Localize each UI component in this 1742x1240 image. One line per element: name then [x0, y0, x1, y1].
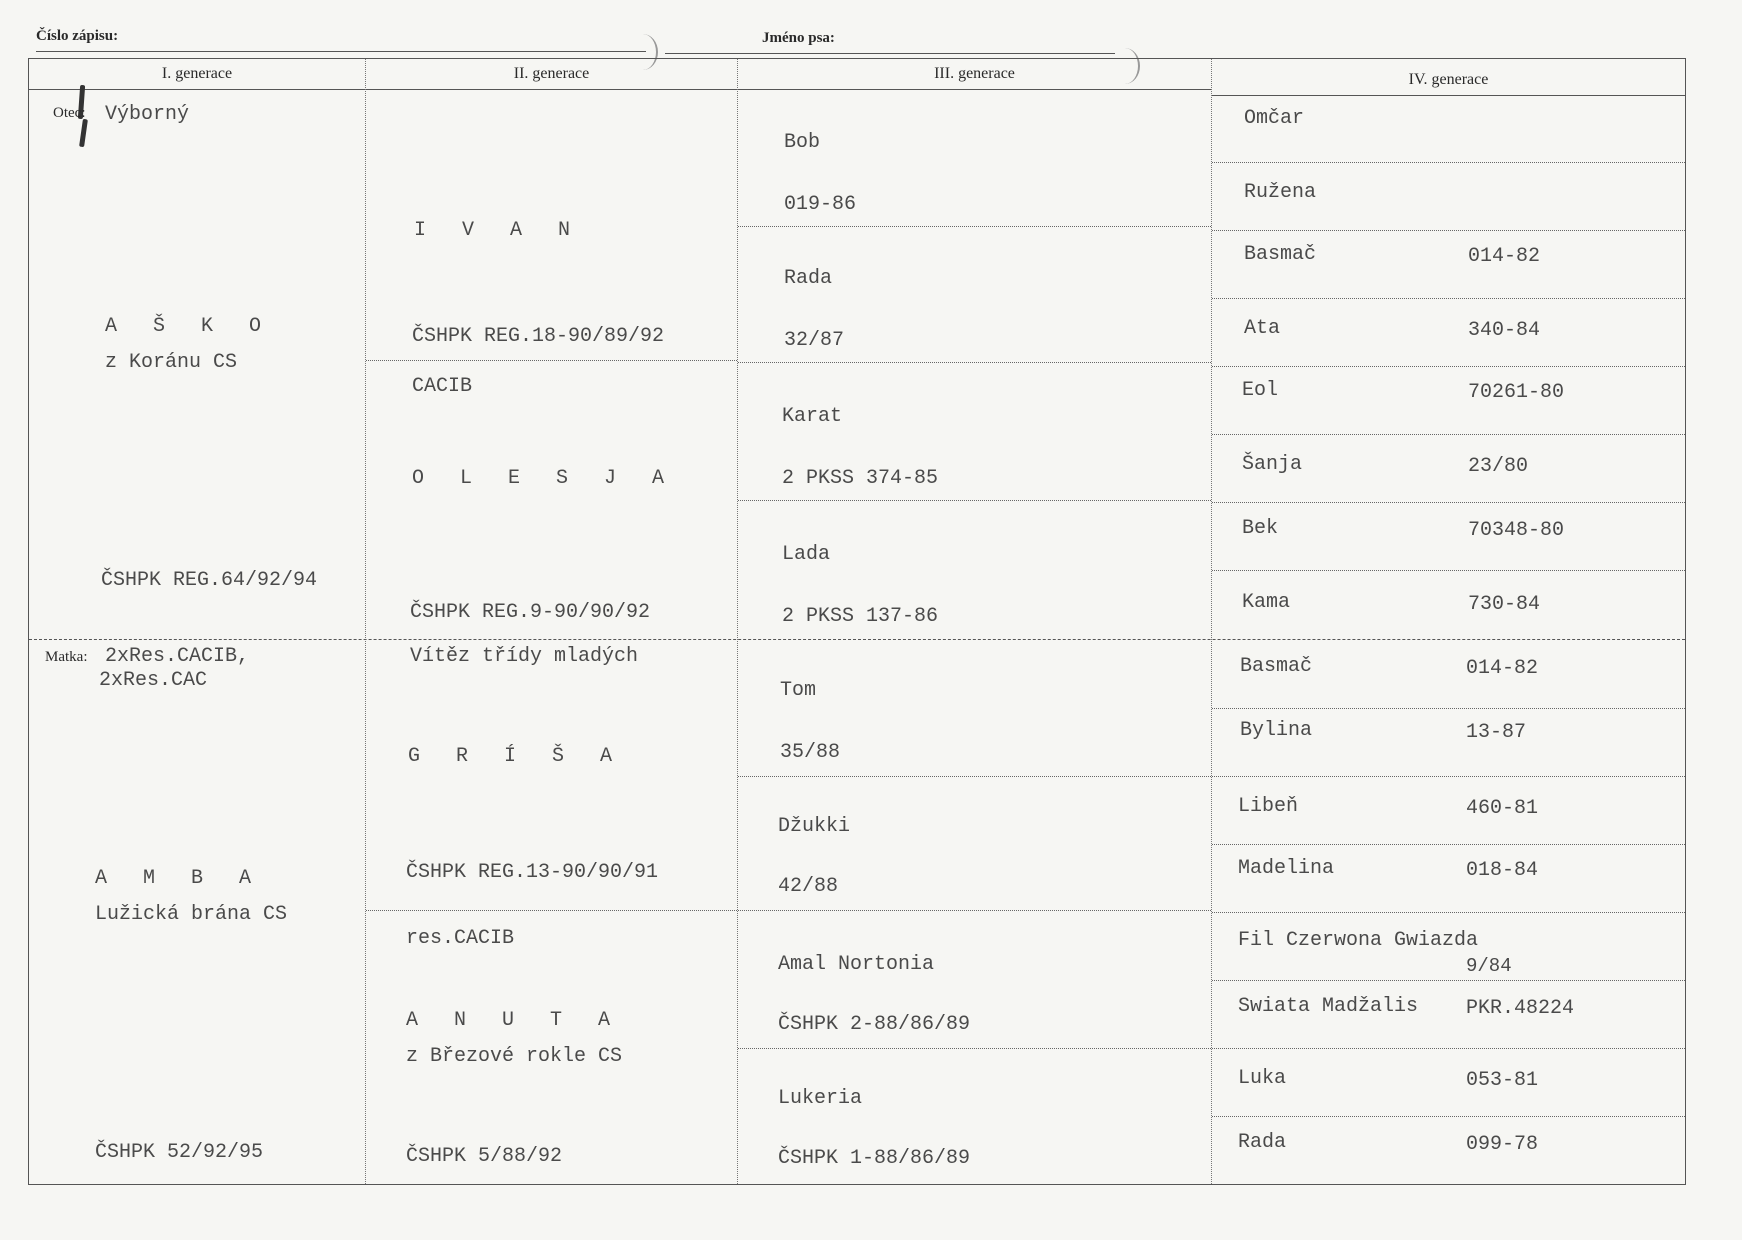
sire-name: A Š K O	[105, 315, 274, 338]
dog-name-label: Jméno psa:	[762, 30, 835, 46]
gen4-name: Bylina	[1240, 719, 1313, 742]
gen4-cell	[1212, 845, 1685, 913]
gen2-registration: ČSHPK REG.9-90/90/92	[410, 601, 651, 624]
gen4-name: Libeň	[1238, 795, 1299, 818]
gen4-registration: 018-84	[1466, 859, 1539, 882]
gen4-cell	[1212, 503, 1685, 571]
gen3-cell	[738, 1049, 1211, 1186]
dam-title-2: 2xRes.CAC	[99, 669, 208, 692]
gen4-registration: 70261-80	[1468, 381, 1565, 404]
gen3-cell	[738, 911, 1211, 1049]
gen4-registration: 23/80	[1468, 455, 1529, 478]
gen4-name: Šanja	[1242, 453, 1303, 476]
gen2-cell	[366, 89, 737, 361]
gen4-name: Omčar	[1244, 107, 1305, 130]
column-gen-3	[737, 59, 1211, 1184]
gen3-registration: ČSHPK 1-88/86/89	[778, 1147, 971, 1170]
gen4-cell	[1212, 299, 1685, 367]
dam-kennel: Lužická brána CS	[95, 903, 288, 926]
gen4-name: Ružena	[1244, 181, 1317, 204]
sire-grade: Výborný	[105, 103, 190, 126]
gen4-registration: 053-81	[1466, 1069, 1539, 1092]
header-line-right	[665, 53, 1115, 54]
gen4-name: Madelina	[1238, 857, 1335, 880]
gen4-registration: 460-81	[1466, 797, 1539, 820]
dam-registration: ČSHPK 52/92/95	[95, 1141, 264, 1164]
gen4-registration: 014-82	[1468, 245, 1541, 268]
record-number-label: Číslo zápisu:	[36, 28, 119, 44]
sire-registration: ČSHPK REG.64/92/94	[101, 569, 318, 592]
gen4-cell	[1212, 709, 1685, 777]
gen3-cell	[738, 363, 1211, 501]
gen4-name: Kama	[1242, 591, 1291, 614]
gen4-cell	[1212, 95, 1685, 163]
dam-title-1: 2xRes.CACIB,	[105, 645, 250, 668]
gen2-registration: ČSHPK 5/88/92	[406, 1145, 563, 1168]
gen2-title: Vítěz třídy mladých	[410, 645, 639, 668]
gen4-cell	[1212, 913, 1685, 981]
gen4-name: Eol	[1242, 379, 1279, 402]
gen2-name: A N U T A	[406, 1009, 623, 1032]
gen3-cell	[738, 227, 1211, 363]
gen2-cell	[366, 911, 737, 1186]
pen-mark	[79, 119, 88, 147]
gen3-name: Amal Nortonia	[778, 953, 935, 976]
column-header-gen-2: II. generace	[366, 59, 737, 90]
gen3-registration: ČSHPK 2-88/86/89	[778, 1013, 971, 1036]
gen4-registration: 340-84	[1468, 319, 1541, 342]
column-gen-4	[1211, 59, 1685, 1184]
sire-kennel: z Koránu CS	[105, 351, 238, 374]
column-gen-2	[365, 59, 737, 1184]
column-header-gen-4: IV. generace	[1212, 65, 1685, 96]
gen2-title: CACIB	[412, 375, 473, 398]
gen2-cell	[366, 361, 737, 639]
gen4-cell	[1212, 571, 1685, 639]
gen2-kennel: z Březové rokle CS	[406, 1045, 623, 1068]
gen4-name: Luka	[1238, 1067, 1287, 1090]
gen2-registration: ČSHPK REG.18-90/89/92	[412, 325, 665, 348]
column-gen-1	[29, 59, 365, 1184]
gen4-registration: 099-78	[1466, 1133, 1539, 1156]
gen3-registration: 35/88	[780, 741, 841, 764]
gen4-registration: 730-84	[1468, 593, 1541, 616]
dam-name: A M B A	[95, 867, 264, 890]
gen3-registration: 42/88	[778, 875, 839, 898]
gen4-cell	[1212, 1049, 1685, 1117]
gen3-registration: 2 PKSS 137-86	[782, 605, 939, 628]
sire-cell	[29, 89, 365, 639]
gen3-name: Bob	[784, 131, 821, 154]
dam-cell	[29, 641, 365, 1186]
gen4-registration: 70348-80	[1468, 519, 1565, 542]
gen3-cell	[738, 89, 1211, 227]
gen3-name: Tom	[780, 679, 817, 702]
gen3-cell	[738, 641, 1211, 777]
sire-dam-divider	[29, 639, 1685, 640]
gen3-registration: 2 PKSS 374-85	[782, 467, 939, 490]
gen3-name: Karat	[782, 405, 843, 428]
gen4-cell	[1212, 777, 1685, 845]
gen4-registration: 13-87	[1466, 721, 1527, 744]
dam-label: Matka:	[45, 649, 88, 665]
gen3-registration: 32/87	[784, 329, 845, 352]
gen4-registration: PKR.48224	[1466, 997, 1575, 1020]
gen3-cell	[738, 501, 1211, 639]
gen3-name: Rada	[784, 267, 833, 290]
gen4-name: Rada	[1238, 1131, 1287, 1154]
column-header-gen-1: I. generace	[29, 59, 365, 90]
gen3-registration: 019-86	[784, 193, 857, 216]
gen4-name: Swiata Madžalis	[1238, 995, 1419, 1018]
gen4-name: Ata	[1244, 317, 1281, 340]
gen2-name: G R Í Š A	[408, 745, 625, 768]
gen4-cell	[1212, 163, 1685, 231]
gen4-cell	[1212, 435, 1685, 503]
sire-label: Otec:	[53, 105, 86, 121]
gen2-cell	[366, 641, 737, 911]
gen4-cell	[1212, 231, 1685, 299]
gen4-cell	[1212, 641, 1685, 709]
gen4-registration: 014-82	[1466, 657, 1539, 680]
gen3-name: Džukki	[778, 815, 851, 838]
pedigree-table	[28, 58, 1686, 1185]
gen4-cell	[1212, 981, 1685, 1049]
gen2-registration: ČSHPK REG.13-90/90/91	[406, 861, 659, 884]
gen4-name: Basmač	[1244, 243, 1317, 266]
gen2-title: res.CACIB	[406, 927, 515, 950]
header-line	[36, 51, 646, 52]
gen4-name: Bek	[1242, 517, 1279, 540]
gen4-name: Basmač	[1240, 655, 1313, 678]
gen2-name: O L E S J A	[412, 467, 677, 490]
column-header-gen-3: III. generace	[738, 59, 1211, 90]
gen2-name: I V A N	[414, 219, 583, 242]
gen4-registration: 9/84	[1466, 955, 1512, 977]
gen4-cell	[1212, 1117, 1685, 1186]
gen4-cell	[1212, 367, 1685, 435]
gen3-name: Lukeria	[778, 1087, 863, 1110]
gen3-name: Lada	[782, 543, 831, 566]
gen3-cell	[738, 777, 1211, 911]
gen4-name: Fil Czerwona Gwiazda	[1238, 929, 1479, 952]
